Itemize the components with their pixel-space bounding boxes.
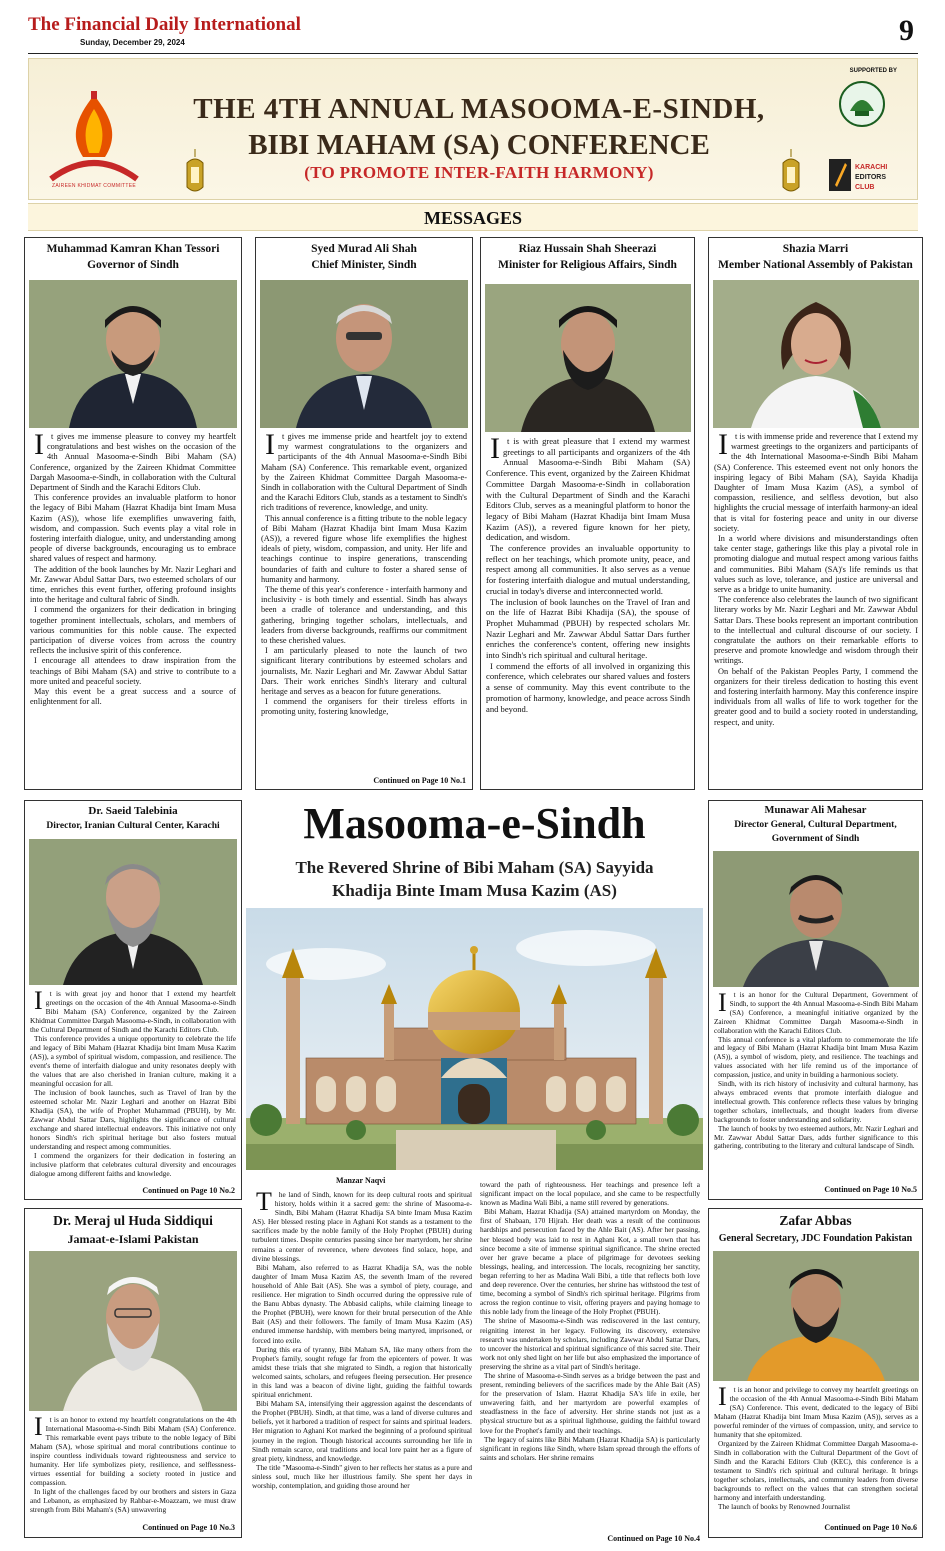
author-name: Dr. Meraj ul Huda Siddiqui: [53, 1213, 213, 1228]
author-photo: [713, 851, 919, 987]
dropcap: I: [718, 988, 727, 1017]
message-card-mna: [708, 237, 923, 790]
messages-section-header: [28, 203, 918, 231]
message-card-iranian-cultural-center: [24, 800, 242, 1200]
author-name: Shazia Marri: [782, 243, 849, 255]
author-title: Director, Iranian Cultural Center, Karachi: [46, 821, 220, 831]
message-body: It gives me immense pride and heartfelt joy to extend my warmest congratulations to the organizers and participants of the 4th Annual Masooma-e-Sindh Bibi Maham (SA) Conference. This remarkable event, organized by the Zaireen Khidmat Committee Dargah Masooma-e-Sindh in collaboration with the Cultural Department of Sindh and the Karachi Editors Club, stands as a testament to Sindh's rich traditions of reverence, knowledge, and unity. This annual conference is a fitting tribute to the noble legacy of Bibi Maham (Hazrat Khadija bint Imam Musa Kazim (AS)), a revered figure whose life exemplifies the highest ideals of piety, wisdom, compassion, and unity. Her life and teachings continue to inspire generations, transcending boundaries of faith and culture to foster a shared sense of humanity and harmony. The theme of this year's conference - interfaith harmony and inclusivity - is both timely and essential. Sindh has always been a cradle of tolerance and understanding, and this gathering, bringing together scholars, intellectuals, and leaders from diverse backgrounds, reaffirms our commitment to these cherished values. I am particularly pleased to note the launch of two significant literary contributions by esteemed scholars and journalists, Mr. Nazir Leghari and Mr. Zawwar Abdul Sattar Dars. Their work enriches Sindh's literary and cultural heritage and serves as a beacon for future generations. I commend the organisers for their tireless efforts in promoting unity, fostering knowledge,: [261, 428, 467, 717]
author-title: Director General, Cultural Department, Government of Sindh: [734, 820, 897, 844]
dropcap: I: [34, 986, 43, 1015]
message-author: [25, 1209, 241, 1248]
article-column-1: The land of Sindh, known for its deep cultural roots and spiritual history, holds within it a sacred gem: the shrine of Masooma-e-Sindh, Bibi Maham (Hazrat Khadija SA binte Imam Musa Kazim AS). Her blessed resting place in Aghani Kot stands as a testament to the sacrifices made by the noble family of the Holy Prophet (PBUH) during turbulent times. Despite centuries passing since her martyrdom, her shrine remains a center of reverence, where devotees find solace, hope, and divine blessings. Bibi Maham, also referred to as Hazrat Khadija SA, was the noble daughter of Imam Musa Kazim AS, the seventh Imam of the revered household of Ahle Bait (AS). She was a symbol of piety, courage, and resilience. Her migration to Sindh occurred during the oppressive rule of the Banu Abbas dynasty. The Abbasid caliphs, while claiming lineage to the Prophet (PBUH), were known for their brutal persecution of the Ahle Bait (AS) and their followers. The family of Imam Musa Kazim (AS) endured immense hardship, with members being martyred, imprisoned, or forced into exile. During this era of tyranny, Bibi Maham SA, like many others from the Prophet's family, sought refuge far from the epicenters of power. It was amidst these trials that she migrated to Sindh, a region that historically welcomed saints, scholars, and refugees fleeing persecution. Her presence in this land was a beacon of divine light, guiding the faithful towards spiritual enrichment. Bibi Maham SA, intensifying their aggression against the descendants of the Prophet (PBUH). Sindh, at that time, was a land of diverse cultures and beliefs, yet it harbored a tradition of respect for saints and spiritual leaders. Her migration to Aghani Kot marked the beginning of a profound spiritual journey in the region. Though historical accounts surrounding her life in Sindh remain scarce, oral traditions and local lore paint her as a figure of great piety, kindness, and knowledge. The title "Masooma-e-Sindh" given to her reflects her status as a pure and sinless soul, much like her illustrious family. She spent her days in worship, contemplation, and guiding those around her: [252, 1190, 472, 1490]
message-body: It is with great joy and honor that I extend my heartfelt greetings on the occasion of the 4th Annual Masooma-e-Sindh Bibi Maham (SA) Conference, organized by the Zaireen Khidmat Committee Dargah Masooma-e-Sindh, in collaboration with the Cultural Department of Sindh and the Karachi Editors Club. This conference provides a unique opportunity to celebrate the life and legacy of Bibi Maham (Hazrat Khadija bint Imam Musa Kazim (AS)), a symbol of spiritual wisdom, compassion, and resilience. The event's theme of interfaith dialogue and unity resonates deeply with the values that are also cherished in Iranian culture, making it a meaningful occasion for all. The inclusion of book launches, such as Travel of Iran by the esteemed scholar Mr. Nazir Leghari and another on Hazrat Bibi Khadija (SA), the wife of Prophet Muhammad (PBUH), by Mr. Zawwar Abdul Sattar Dars, highlights the significance of cultural exchange and shared intellectual endeavors. This initiative not only honors Sindh's rich spiritual heritage but also fosters mutual understanding and respect among communities. I commend the organizers for their dedication in fostering an inclusive platform that celebrates cultural diversity and encourages dialogue among different faiths and knowledge.: [30, 986, 236, 1178]
message-author: [709, 238, 922, 273]
author-title: General Secretary, JDC Foundation Pakistan: [718, 1233, 913, 1244]
author-photo: [29, 839, 237, 985]
author-name: Dr. Saeid Talebinia: [88, 805, 178, 817]
author-name: Muhammad Kamran Khan Tessori: [46, 243, 220, 255]
continued-note: Continued on Page 10 No.1: [373, 776, 466, 785]
author-photo: [260, 280, 468, 428]
banner-title-line1: THE 4TH ANNUAL MASOOMA-E-SINDH,: [193, 93, 765, 125]
message-author: [709, 801, 922, 846]
message-card-jamaat-e-islami: [24, 1208, 242, 1538]
author-photo: [485, 284, 691, 432]
page-number: 9: [899, 14, 914, 47]
message-author: [709, 1209, 922, 1248]
zaireen-committee-logo-icon: [39, 87, 149, 187]
svg-text:EDITORS: EDITORS: [855, 174, 886, 181]
feature-article: [246, 798, 703, 1551]
author-name: Syed Murad Ali Shah: [311, 243, 417, 255]
author-name: Zafar Abbas: [779, 1213, 852, 1228]
dropcap: I: [34, 1412, 43, 1441]
author-title: Member National Assembly of Pakistan: [718, 259, 913, 271]
dropcap: I: [34, 428, 44, 461]
conference-banner: [28, 58, 918, 200]
continued-note: Continued on Page 10 No.3: [142, 1523, 235, 1532]
org-caption: ZAIREEN KHIDMAT COMMITTEE: [52, 183, 136, 189]
message-author: [256, 238, 472, 273]
author-photo: [713, 1251, 919, 1381]
author-name: Munawar Ali Mahesar: [764, 805, 867, 816]
supported-by-label: SUPPORTED BY: [849, 68, 897, 74]
continued-note: Continued on Page 10 No.4: [607, 1534, 700, 1543]
author-title: Jamaat-e-Islami Pakistan: [67, 1232, 199, 1246]
author-photo: [29, 1251, 237, 1411]
author-title: Governor of Sindh: [87, 259, 179, 271]
message-author: [25, 801, 241, 834]
svg-text:CLUB: CLUB: [855, 184, 875, 191]
dropcap: I: [718, 428, 728, 461]
message-body: It is with immense pride and reverence that I extend my warmest greetings to the organizers and participants of the 4th International Masooma-e-Sindh Bibi Maham (SA) Conference. This esteemed event not only honors the inspiring legacy of Bibi Maham (SA), Sayida Khadija Daughter of Imam Musa Kazim (AS), a symbol of compassion, resilience, and selfless devotion, but also highlights the crucial message of interfaith harmony-an ideal that is vital for fostering peace and unity in our diverse society. In a world where divisions and misunderstandings often take center stage, gatherings like this play a pivotal role in promoting dialogue and mutual respect among various faiths and communities. Bibi Maham (SA)'s life reminds us that values such as love, tolerance, and justice are universal and serve as a bridge to unite humanity. The conference also celebrates the launch of two significant literary works by Mr. Nazir Leghari and Mr. Zawwar Abdul Sattar Dars. These books represent an important contribution to the intellectual and cultural discourse of our society. I congratulate the authors on their remarkable efforts to preserve and promote knowledge and wisdom through their writings. On behalf of the Pakistan Peoples Party, I commend the organizers for their tireless dedication to hosting this event and fostering interfaith harmony. May this conference inspire individuals from all walks of life to work together for the greater good and to build a society rooted in understanding, respect, and unity.: [714, 428, 918, 727]
author-photo: [713, 280, 919, 428]
message-author: [481, 238, 694, 273]
sindh-culture-dept-logo-icon: [837, 79, 887, 129]
article-byline: Manzar Naqvi: [336, 1176, 386, 1185]
message-body: It is an honor and privilege to convey my heartfelt greetings on the occasion of the 4th Annual Masooma-e-Sindh Bibi Maham (SA) Conference. This event, dedicated to the legacy of Bibi Maham (Hazrat Khadija bint Imam Musa Kazim (AS)), serves as a powerful reminder of the virtues of compassion, unity, and service to humanity that she epitomized. Organized by the Zaireen Khidmat Committee Dargah Masooma-e-Sindh in collaboration with the Cultural Department of the Govt of Sindh and the Karachi Editors Club (KEC), this conference is a testament to Sindh's rich spiritual and cultural heritage. It brings together scholars, intellectuals, and community leaders from diverse backgrounds to reflect on the values that can strengthen societal harmony and interfaith understanding. The launch of books by Renowned Journalist: [714, 1382, 918, 1511]
message-body: It gives me immense pleasure to convey my heartfelt congratulations and best wishes on the occasion of the 4th Annual Masooma-e-Sindh Bibi Maham (SA) Conference, organized by the Zaireen Khidmat Committee Dargah Masooma-e-Sindh, in collaboration with the Cultural Department of Sindh and the Karachi Editors Club. This conference provides an invaluable platform to honor the legacy of Bibi Maham (Hazrat Khadija bint Imam Musa Kazim (AS)), whose life exemplifies unwavering faith, wisdom, and compassion. Such events play a vital role in fostering interfaith dialogue, unity, and understanding among people of diverse backgrounds, encouraging us to embrace shared values of respect and harmony. The addition of the book launches by Mr. Nazir Leghari and Mr. Zawwar Abdul Sattar Dars, two esteemed scholars of our time, enriches this event further, offering profound insights into the heritage and cultural fabric of Sindh. I commend the organizers for their dedication in bringing together prominent intellectuals, scholars, and members of various communities for this noble cause. The expected participation of diverse voices from across the country reflects the inclusive spirit of this conference. I encourage all attendees to draw inspiration from the teachings of Bibi Maham (SA) and strive to contribute to a more united and peaceful society. May this event be a great success and a source of enlightenment for all.: [30, 428, 236, 707]
dropcap: I: [718, 1382, 727, 1411]
message-card-chief-minister: [255, 237, 473, 790]
continued-note: Continued on Page 10 No.2: [142, 1186, 235, 1195]
message-body: It is an honor for the Cultural Department, Government of Sindh, to support the 4th Annual Masooma-e-Sindh Bibi Maham (SA) Conference, a meaningful initiative organized by the Zaireen Khidmat Committee Dargah Masooma-e-Sindh in collaboration with the Karachi Editors Club. This annual conference is a vital platform to commemorate the life and legacy of Bibi Maham (Hazrat Khadija bint Imam Musa Kazim (AS)), a symbol of wisdom, piety, and resilience. The teachings and values associated with her life remind us of the importance of compassion, justice, and unity in building a harmonious society. Sindh, with its rich history of inclusivity and cultural harmony, has always embraced events that promote interfaith dialogue and intellectual growth. This conference reflects these values by bringing together scholars, intellectuals, and thought leaders from diverse backgrounds to foster understanding and solidarity. The launch of books by two esteemed authors, Mr. Nazir Leghari and Mr. Zawwar Abdul Sattar Dars, adds further significance to this gathering, contributing to the literary and cultural landscape of Sindh.: [714, 988, 918, 1151]
masthead: [28, 14, 918, 54]
banner-title-line2: BIBI MAHAM (SA) CONFERENCE: [248, 129, 710, 161]
message-body: It is an honor to extend my heartfelt congratulations on the 4th International Masooma-e-Sindh Bibi Maham (SA) Conference. This remarkable event pays tribute to the noble legacy of Bibi Maham (SA), whose spiritual and moral contributions continue to inspire countless individuals toward righteousness and service to humanity. Her life symbolizes piety, resilience, and selflessness-virtues essential for building a society rooted in justice and compassion. In light of the challenges faced by our brothers and sisters in Gaza and Lebanon, as emphasized by Rahbar-e-Moazzam, we must draw strength from Bibi Maham's (SA) unwavering: [30, 1412, 236, 1514]
shrine-illustration: [246, 908, 703, 1170]
karachi-editors-club-logo-icon: [827, 155, 903, 195]
continued-note: Continued on Page 10 No.5: [824, 1185, 917, 1194]
dropcap: I: [265, 428, 275, 461]
message-card-religious-affairs: [480, 237, 695, 790]
author-title: Minister for Religious Affairs, Sindh: [498, 259, 677, 271]
message-card-jdc-foundation: [708, 1208, 923, 1538]
paper-date: Sunday, December 29, 2024: [80, 38, 185, 47]
banner-subtitle: (TO PROMOTE INTER-FAITH HARMONY): [304, 163, 654, 182]
author-title: Chief Minister, Sindh: [311, 259, 417, 271]
continued-note: Continued on Page 10 No.6: [824, 1523, 917, 1532]
author-photo: [29, 280, 237, 428]
paper-name: The Financial Daily International: [28, 14, 301, 35]
svg-text:KARACHI: KARACHI: [855, 164, 888, 171]
feature-subtitle: The Revered Shrine of Bibi Maham (SA) Sayyida Khadija Binte Imam Musa Kazim (AS): [295, 858, 654, 900]
article-column-2: toward the path of righteousness. Her teachings and presence left a significant impact on the local populace, and she came to be respectfully known as Madina Wali Bibi, a name still revered by generations. Bibi Maham, Hazrat Khadija (SA) attained martyrdom on Monday, the first of Shabaan, 170 Hijrah. Her death was a result of the continuous hardships and persecution faced by the Ahle Bait (AS). After her passing, her blessed body was laid to rest in Aghani Kot, a small town that has since become a site of immense spiritual significance. The shrine erected over her grave became a place of pilgrimage for devotees seeking blessings, healing, and intercession. The locals, recognizing her sanctity, began referring to her as Madina Wali Bibi, a title that reflects both love and deep reverence. Over the centuries, her shrine has withstood the test of time, becoming a symbol of Sindh's rich spiritual heritage. Pilgrims from across the region continue to visit, offering prayers and paying homage to this noble lady from the lineage of the Holy Prophet (PBUH). The shrine of Masooma-e-Sindh was rediscovered in the last century, reigniting interest in her legacy. Following its discovery, extensive research was undertaken by scholars, including Zawwar Abdul Sattar Dars, to uncover the historical and spiritual significance of this sacred site. Their work not only shed light on her life but also emphasized the importance of preserving the shrine as a vital part of Sindh's heritage. The shrine of Masooma-e-Sindh serves as a bridge between the past and present, reminding believers of the sacrifices made by the Ahle Bait (AS) for the preservation of Islam. Hazrat Khadija SA's life in exile, her unwavering faith, and her martyrdom are powerful examples of steadfastness in the face of adversity. Her shrine stands not just as a physical structure but as a spiritual lighthouse, guiding the faithful toward love for the Prophet's family and their teachings. The legacy of saints like Bibi Maham (Hazrat Khadija SA) is particularly significant in regions like Sindh, where Islam spread through the efforts of saints and scholars. Her shrine remains: [480, 1180, 700, 1462]
feature-title: Masooma-e-Sindh: [303, 799, 646, 848]
dropcap: T: [256, 1190, 272, 1216]
message-card-culture-department: [708, 800, 923, 1200]
author-name: Riaz Hussain Shah Sheerazi: [518, 243, 657, 255]
message-card-governor: [24, 237, 242, 790]
dropcap: I: [490, 432, 500, 465]
message-author: [25, 238, 241, 273]
message-body: It is with great pleasure that I extend my warmest greetings to all participants and organizers of the 4th Annual Masooma-e-Sindh Bibi Maham (SA) Conference. This event, organized by the Zaireen Khidmat Committee Dargah Masooma-e-Sindh in collaboration with the Cultural Department of Sindh and the Karachi Editors Club, serves as a meaningful platform to honor the legacy of Bibi Maham (Hazrat Khadija bint Imam Musa Kazim (AS)), a revered figure known for her piety, dedication, and wisdom. The conference provides an invaluable opportunity to reflect on her teachings, which promote unity, peace, and respect among all communities. It also serves as a venue for fostering interfaith dialogue and mutual understanding, crucial in today's diverse and interconnected world. The inclusion of book launches on the Travel of Iran and on the life of Hazrat Bibi Khadija (SA), the spouse of Prophet Muhammad (PBUH) by respected scholars Mr. Nazir Leghari and Mr. Zawwar Abdul Sattar Dars further enriches the conference's content, offering new insights into Sindh's rich spiritual and cultural heritage. I commend the efforts of all involved in organizing this conference, which celebrates our shared values and fosters a sense of community. May this event contribute to the promotion of harmony, knowledge, and peace across Sindh and beyond.: [486, 432, 690, 714]
messages-title: MESSAGES: [423, 208, 523, 228]
